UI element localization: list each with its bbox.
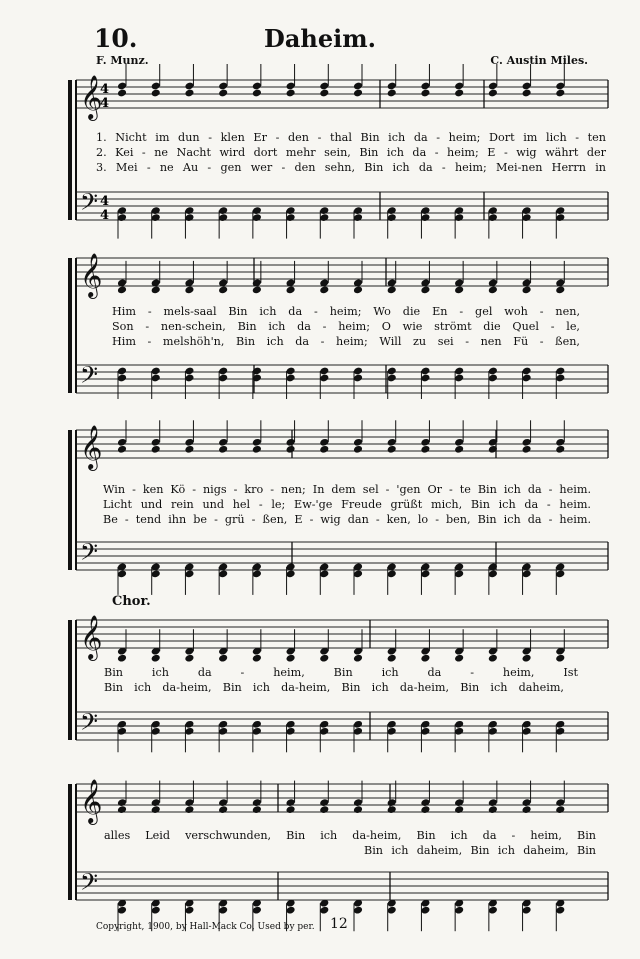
bass-clef-icon: 𝄢 bbox=[80, 868, 99, 901]
lyric-line: 1. Nicht im dun - klen Er - den - thal Bin ich da - heim; Dort im lich - ten bbox=[96, 131, 606, 144]
note-head bbox=[420, 654, 430, 663]
note-head bbox=[252, 89, 262, 98]
note-head bbox=[184, 805, 194, 814]
note-head bbox=[218, 654, 228, 663]
composer: C. Austin Miles. bbox=[490, 54, 588, 67]
note-head bbox=[218, 445, 228, 454]
note-head bbox=[454, 654, 464, 663]
note-head bbox=[286, 805, 296, 814]
note-head bbox=[522, 445, 532, 454]
note-head bbox=[319, 285, 329, 294]
note-head bbox=[387, 445, 397, 454]
lyric-line: Bin ich daheim, Bin ich daheim, Bin bbox=[364, 844, 596, 857]
note-head bbox=[319, 445, 329, 454]
note-head bbox=[555, 445, 565, 454]
note-head bbox=[387, 89, 397, 98]
system-brace bbox=[68, 80, 72, 220]
treble-clef-icon: 𝄞 bbox=[80, 779, 103, 823]
note-head bbox=[353, 285, 363, 294]
note-head bbox=[488, 285, 498, 294]
time-signature-top: 4 bbox=[100, 82, 110, 97]
note-head bbox=[319, 654, 329, 663]
note-head bbox=[420, 445, 430, 454]
note-head bbox=[151, 445, 161, 454]
note-head bbox=[184, 654, 194, 663]
note-head bbox=[218, 89, 228, 98]
treble-clef-icon: 𝄞 bbox=[80, 75, 103, 119]
note-head bbox=[420, 285, 430, 294]
note-head bbox=[117, 285, 127, 294]
note-head bbox=[522, 654, 532, 663]
note-head bbox=[252, 285, 262, 294]
lyric-line: Licht und rein und hel - le; Ew-'ge Freude grüßt mich, Bin ich da - heim. bbox=[103, 498, 591, 511]
hymn-number: 10. bbox=[94, 24, 138, 53]
note-head bbox=[454, 285, 464, 294]
note-head bbox=[555, 805, 565, 814]
note-head bbox=[555, 654, 565, 663]
note-head bbox=[218, 285, 228, 294]
treble-clef-icon: 𝄞 bbox=[80, 425, 103, 469]
lyric-line: Be - tend ihn be - grü - ßen, E - wig dan - ken, lo - ben, Bin ich da - heim. bbox=[103, 513, 591, 526]
note-head bbox=[151, 285, 161, 294]
treble-clef-icon: 𝄞 bbox=[80, 253, 103, 297]
note-head bbox=[117, 89, 127, 98]
lyric-line: 3. Mei - ne Au - gen wer - den sehn, Bin ich da - heim; Mei-nen Herrn in bbox=[96, 161, 606, 174]
note-head bbox=[387, 285, 397, 294]
note-head bbox=[184, 285, 194, 294]
note-head bbox=[522, 285, 532, 294]
hymn-title: Daheim. bbox=[264, 24, 376, 53]
chorus-label: Chor. bbox=[112, 594, 151, 609]
note-head bbox=[151, 654, 161, 663]
note-head bbox=[488, 805, 498, 814]
lyric-line: Him - melshöh'n, Bin ich da - heim; Will zu sei - nen Fü - ßen, bbox=[112, 335, 580, 348]
lyric-line: 2. Kei - ne Nacht wird dort mehr sein, Bin ich da - heim; E - wig währt der bbox=[96, 146, 606, 159]
bass-clef-icon: 𝄢 bbox=[80, 538, 99, 571]
note-head bbox=[420, 805, 430, 814]
lyricist: F. Munz. bbox=[96, 54, 149, 67]
note-head bbox=[218, 805, 228, 814]
note-head bbox=[454, 89, 464, 98]
note-head bbox=[252, 654, 262, 663]
lyric-line: Bin ich da - heim, Bin ich da - heim, Ist bbox=[104, 666, 578, 679]
note-head bbox=[117, 654, 127, 663]
note-head bbox=[252, 805, 262, 814]
system-brace bbox=[68, 258, 72, 393]
bass-clef-icon: 𝄢 bbox=[80, 708, 99, 741]
note-head bbox=[117, 805, 127, 814]
treble-clef-icon: 𝄞 bbox=[80, 615, 103, 659]
note-head bbox=[151, 805, 161, 814]
note-head bbox=[454, 805, 464, 814]
note-head bbox=[488, 89, 498, 98]
note-head bbox=[151, 89, 161, 98]
note-head bbox=[286, 445, 296, 454]
bass-clef-icon: 𝄢 bbox=[80, 188, 99, 221]
note-head bbox=[555, 89, 565, 98]
system-brace bbox=[68, 620, 72, 740]
note-head bbox=[522, 805, 532, 814]
lyric-line: Win - ken Kö - nigs - kro - nen; In dem sel - 'gen Or - te Bin ich da - heim. bbox=[103, 483, 591, 496]
copyright-notice: Copyright, 1900, by Hall-Mack Co, Used by per. bbox=[96, 922, 315, 932]
note-head bbox=[117, 445, 127, 454]
note-head bbox=[286, 654, 296, 663]
note-head bbox=[454, 445, 464, 454]
note-head bbox=[353, 654, 363, 663]
bass-clef-icon: 𝄢 bbox=[80, 361, 99, 394]
lyric-line: Bin ich da-heim, Bin ich da-heim, Bin ich da-heim, Bin ich daheim, bbox=[104, 681, 564, 694]
note-head bbox=[286, 89, 296, 98]
lyric-line: alles Leid verschwunden, Bin ich da-heim, Bin ich da - heim, Bin bbox=[104, 829, 596, 842]
note-head bbox=[252, 445, 262, 454]
system-brace bbox=[68, 430, 72, 570]
time-signature-bottom: 4 bbox=[100, 208, 110, 223]
page-number: 12 bbox=[330, 916, 348, 932]
note-head bbox=[353, 445, 363, 454]
note-head bbox=[184, 89, 194, 98]
time-signature-bottom: 4 bbox=[100, 96, 110, 111]
note-head bbox=[353, 805, 363, 814]
note-head bbox=[522, 89, 532, 98]
note-head bbox=[286, 285, 296, 294]
note-head bbox=[353, 89, 363, 98]
lyric-line: Son - nen-schein, Bin ich da - heim; O wie strömt die Quel - le, bbox=[112, 320, 580, 333]
note-head bbox=[387, 654, 397, 663]
note-head bbox=[319, 89, 329, 98]
system-brace bbox=[68, 784, 72, 900]
lyric-line: Him - mels-saal Bin ich da - heim; Wo die En - gel woh - nen, bbox=[112, 305, 580, 318]
note-head bbox=[555, 285, 565, 294]
note-head bbox=[319, 805, 329, 814]
note-head bbox=[488, 654, 498, 663]
note-head bbox=[420, 89, 430, 98]
time-signature-top: 4 bbox=[100, 194, 110, 209]
note-head bbox=[387, 805, 397, 814]
note-head bbox=[184, 445, 194, 454]
